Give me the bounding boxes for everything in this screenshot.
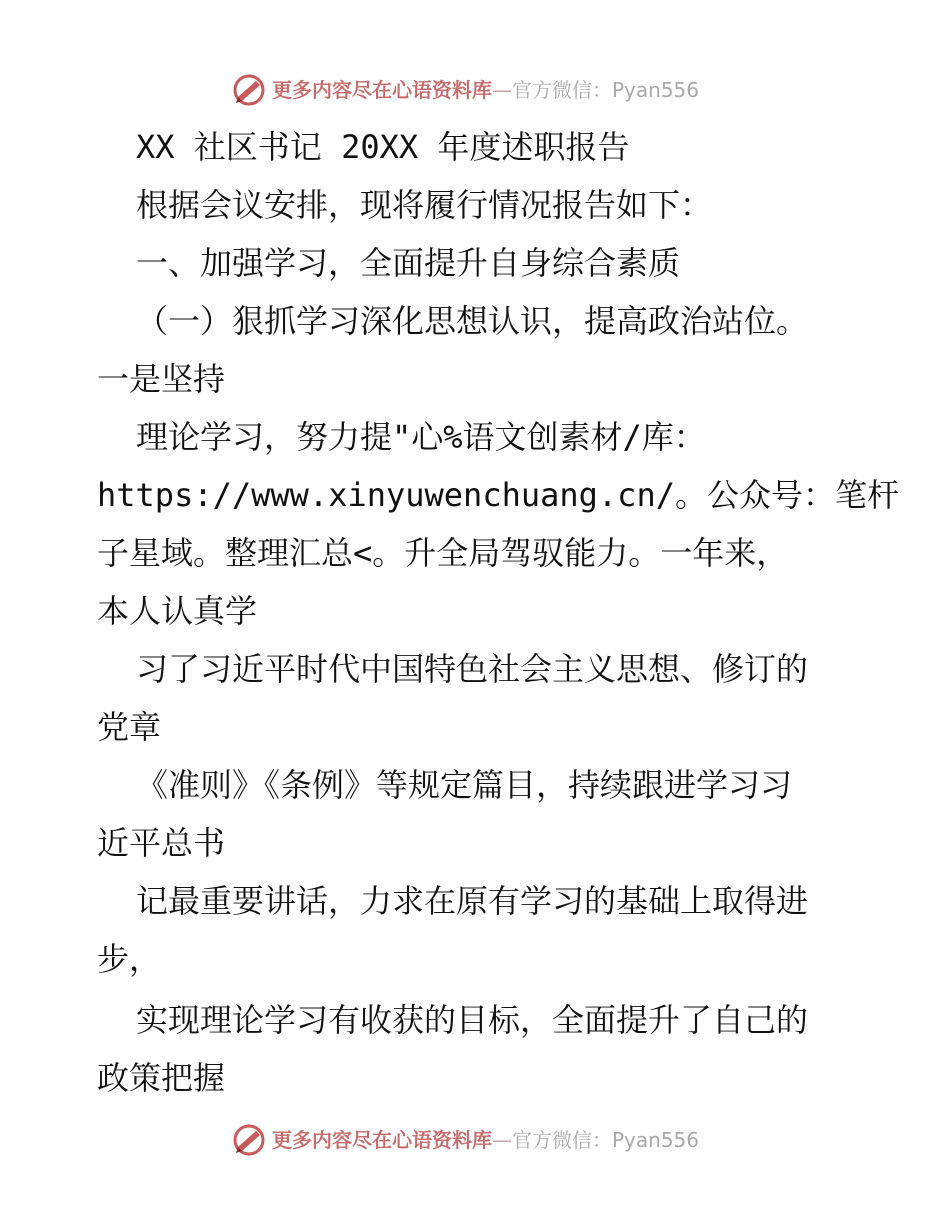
watermark-brand: 更多内容尽在心语资料库 bbox=[272, 1128, 492, 1152]
watermark-dash: — bbox=[492, 1128, 512, 1152]
paragraph-line: 子星域。整理汇总<。升全局驾驭能力。一年来， bbox=[97, 534, 789, 572]
paragraph-line: 实现理论学习有收获的目标，全面提升了自己的 bbox=[136, 1001, 809, 1039]
paragraph-line: 本人认真学 bbox=[97, 592, 258, 630]
watermark-footer bbox=[0, 1120, 950, 1160]
paragraph-line: 步， bbox=[97, 940, 162, 978]
watermark-text bbox=[272, 78, 699, 102]
paragraph-line: 理论学习，努力提"心%语文创素材/库： bbox=[136, 418, 706, 456]
pen-logo-icon bbox=[232, 1123, 266, 1157]
paragraph-line: 近平总书 bbox=[97, 824, 226, 862]
paragraph-line: 政策把握 bbox=[97, 1059, 226, 1097]
subsection-heading: （一）狠抓学习深化思想认识，提高政治站位。 bbox=[136, 302, 809, 340]
watermark-brand: 更多内容尽在心语资料库 bbox=[272, 78, 492, 102]
section-heading: 一、加强学习，全面提升自身综合素质 bbox=[136, 244, 681, 282]
document-title: XX 社区书记 20XX 年度述职报告 bbox=[136, 128, 630, 166]
pen-logo-icon bbox=[232, 73, 266, 107]
watermark-text bbox=[272, 1128, 699, 1152]
watermark-wechat: 官方微信：Pyan556 bbox=[512, 78, 700, 102]
watermark-wechat: 官方微信：Pyan556 bbox=[512, 1128, 700, 1152]
watermark-header bbox=[0, 70, 950, 110]
paragraph-line: 党章 bbox=[97, 708, 162, 746]
paragraph-line: 记最重要讲话，力求在原有学习的基础上取得进 bbox=[136, 882, 809, 920]
paragraph-line: 《准则》《条例》等规定篇目，持续跟进学习习 bbox=[136, 766, 793, 804]
watermark-dash: — bbox=[492, 78, 512, 102]
paragraph-line: 习了习近平时代中国特色社会主义思想、修订的 bbox=[136, 650, 809, 688]
paragraph-line: 根据会议安排，现将履行情况报告如下： bbox=[136, 186, 713, 224]
paragraph-line: https://www.xinyuwenchuang.cn/。公众号：笔杆 bbox=[97, 476, 899, 514]
paragraph-line: 一是坚持 bbox=[97, 360, 226, 398]
